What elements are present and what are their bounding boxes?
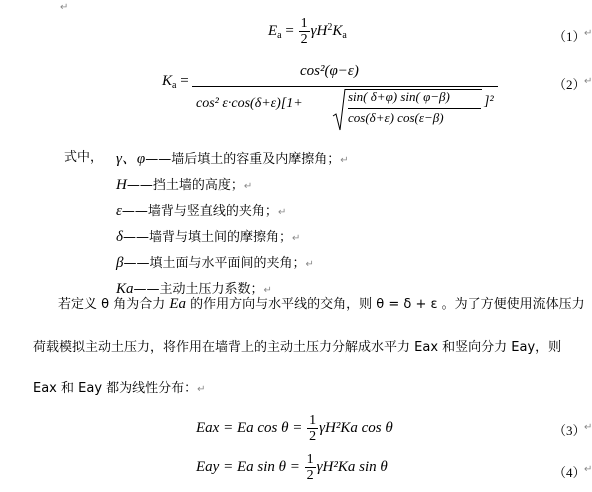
where-item bbox=[116, 250, 349, 276]
paragraph-mark: ↵ bbox=[263, 285, 272, 296]
where-symbol: δ bbox=[116, 229, 123, 245]
eq1-fraction bbox=[299, 16, 310, 47]
where-symbol: β bbox=[116, 255, 124, 271]
where-symbol: ε bbox=[116, 203, 122, 219]
eq3-mid: = Ea cos θ = bbox=[223, 419, 303, 436]
eq4-rest: γH²Ka sin θ bbox=[316, 458, 388, 475]
paragraph-line-2: 荷载模拟主动土压力，将作用在墙背上的主动土压力分解成水平力 Eax 和竖向分力 Eay，则 bbox=[33, 340, 562, 355]
eq1-lhs: E bbox=[268, 22, 278, 39]
eq4-mid: = Ea sin θ = bbox=[223, 458, 300, 475]
eq2-equals: = bbox=[180, 73, 189, 89]
eq1-number: （1） bbox=[553, 29, 586, 44]
paragraph-mark: ↵ bbox=[243, 181, 253, 192]
paragraph-mark: ↵ bbox=[584, 422, 592, 433]
eq2-root-bottom: cos(δ+ε) cos(ε−β) bbox=[348, 110, 444, 125]
eq2-fraction-bar bbox=[192, 86, 498, 87]
where-intro: 式中， bbox=[64, 150, 104, 165]
where-symbol: Ka bbox=[116, 281, 134, 297]
where-item bbox=[116, 172, 349, 198]
where-text: ——挡土墙的高度； bbox=[126, 178, 244, 193]
eq2-numerator: cos²(φ−ε) bbox=[300, 63, 359, 79]
eq1-equals: = bbox=[285, 22, 294, 39]
eq3-number: （3） bbox=[553, 423, 586, 438]
where-item bbox=[116, 224, 349, 250]
paragraph-mark: ↵ bbox=[584, 28, 592, 39]
where-item bbox=[116, 198, 349, 224]
paragraph-mark: ↵ bbox=[584, 464, 592, 475]
eq4-num: 1 bbox=[306, 452, 314, 467]
paragraph-mark: ↵ bbox=[60, 2, 69, 13]
eq4-lhs: Eay bbox=[196, 458, 220, 475]
paragraph-mark: ↵ bbox=[584, 76, 592, 87]
paragraph-mark: ↵ bbox=[197, 384, 206, 395]
where-list bbox=[116, 146, 349, 302]
eq2-inner-bar bbox=[348, 108, 481, 109]
eq2-lhs bbox=[162, 73, 189, 91]
eq2-root-top: sin( δ+φ) sin( φ−β) bbox=[348, 89, 450, 104]
eq2-lhs-symbol: K bbox=[162, 73, 173, 89]
where-text: ——墙后填土的容重及内摩擦角； bbox=[145, 152, 341, 167]
eq4-fraction bbox=[305, 452, 316, 483]
eq4-den: 2 bbox=[306, 468, 314, 483]
where-text: ——填土面与水平面间的夹角； bbox=[123, 256, 306, 271]
eq1-k-sub: a bbox=[342, 29, 347, 41]
where-text: ——墙背与竖直线的夹角； bbox=[121, 204, 278, 219]
paragraph-line-3 bbox=[33, 377, 206, 396]
eq1-sup: 2 bbox=[327, 21, 333, 33]
equation-3 bbox=[196, 413, 393, 444]
paragraph-mark: ↵ bbox=[340, 155, 349, 166]
where-item bbox=[116, 146, 349, 172]
paragraph-mark: ↵ bbox=[292, 233, 301, 244]
equation-1 bbox=[268, 16, 347, 47]
eq4-number: （4） bbox=[553, 465, 586, 480]
para-text: 的作用方向与水平线的交角，则 θ = δ + ε 。为了方便使用流体压力 bbox=[186, 297, 585, 312]
paragraph-line-1 bbox=[58, 293, 585, 313]
sqrt-symbol bbox=[332, 88, 346, 132]
eq3-num: 1 bbox=[309, 413, 317, 428]
eq1-den: 2 bbox=[300, 32, 308, 47]
where-text: ——主动土压力系数； bbox=[133, 282, 264, 297]
eq3-lhs: Eax bbox=[196, 419, 220, 436]
eq2-den-right: ]² bbox=[484, 94, 494, 109]
eq2-lhs-sub: a bbox=[172, 80, 177, 91]
eq3-den: 2 bbox=[309, 429, 317, 444]
para-text: Eax 和 Eay 都为线性分布： bbox=[33, 381, 198, 396]
paragraph-mark: ↵ bbox=[305, 259, 314, 270]
where-text: ——墙背与填土间的摩擦角； bbox=[122, 230, 292, 245]
eq1-num: 1 bbox=[300, 16, 308, 31]
eq2-number: （2） bbox=[553, 77, 586, 92]
eq1-rest: γH bbox=[310, 22, 328, 39]
paragraph-mark: ↵ bbox=[277, 207, 287, 218]
eq3-fraction bbox=[307, 413, 318, 444]
para-text: 若定义 θ 角为合力 bbox=[58, 297, 170, 312]
where-symbol: γ、φ bbox=[116, 151, 146, 167]
eq1-k: K bbox=[332, 22, 343, 39]
eq1-lhs-sub: a bbox=[277, 29, 282, 41]
where-symbol: H bbox=[116, 177, 127, 193]
equation-4 bbox=[196, 452, 388, 483]
para-symbol: Ea bbox=[169, 296, 187, 312]
eq3-rest: γH²Ka cos θ bbox=[319, 419, 393, 436]
eq2-den-left: cos² ε·cos(δ+ε)[1+ bbox=[196, 96, 303, 111]
